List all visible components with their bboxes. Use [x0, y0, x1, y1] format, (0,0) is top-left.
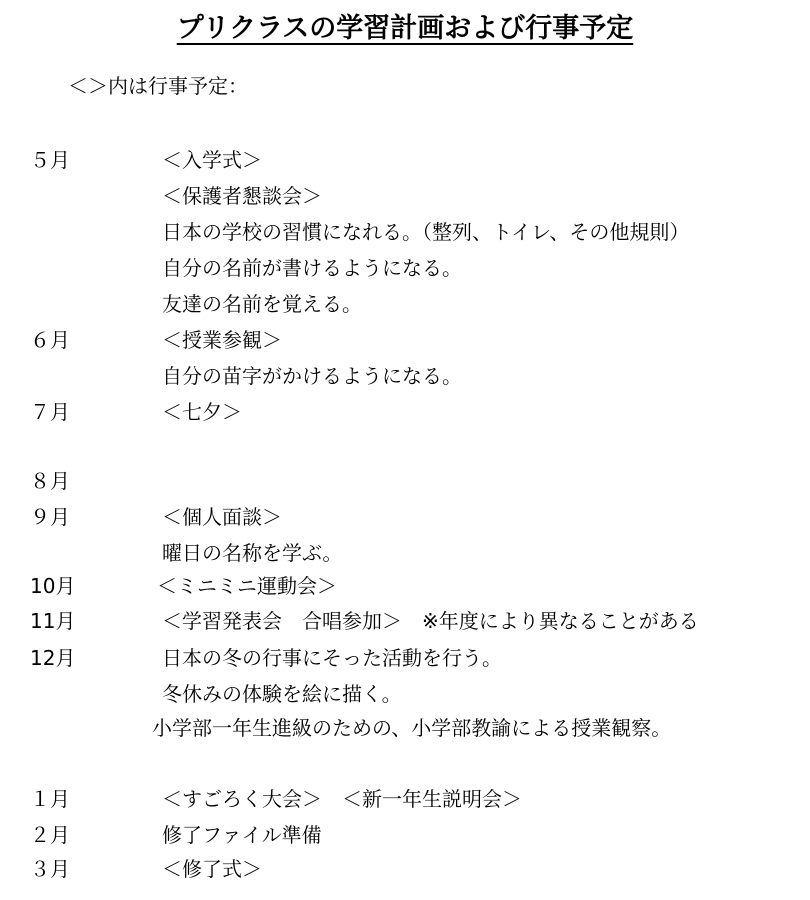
schedule-row — [0, 499, 810, 535]
row-text: 修了ファイル準備 — [162, 823, 322, 847]
row-text: 自分の苗字がかけるようになる。 — [162, 364, 462, 388]
row-text: ＜入学式＞ — [162, 148, 262, 172]
row-text: 友達の名前を覚える。 — [162, 292, 362, 316]
schedule-row — [0, 568, 810, 604]
document-title-text: プリクラスの学習計画および行事予定 — [176, 13, 634, 44]
row-text: 小学部一年生進級のための、小学部教諭による授業観察。 — [152, 716, 672, 740]
schedule-row — [0, 142, 810, 178]
row-text: ＜授業参観＞ — [162, 328, 282, 352]
schedule-row — [0, 394, 810, 430]
month-label: ５月 — [30, 148, 70, 172]
schedule-row — [0, 286, 810, 322]
schedule-row — [0, 817, 810, 853]
schedule-row — [0, 851, 810, 887]
schedule-row — [0, 535, 810, 571]
row-text: ＜七夕＞ — [162, 400, 242, 424]
schedule-row — [0, 676, 810, 712]
schedule-row — [0, 640, 810, 676]
schedule-row — [0, 322, 810, 358]
row-text: ＜学習発表会 合唱参加＞ ※年度により異なることがある — [162, 609, 699, 633]
month-label: 11月 — [30, 609, 76, 633]
month-label: ９月 — [30, 505, 70, 529]
month-label: 10月 — [30, 574, 76, 598]
month-label: ６月 — [30, 328, 70, 352]
schedule-row — [0, 710, 810, 746]
schedule-row — [0, 358, 810, 394]
schedule-row — [0, 463, 810, 499]
row-text: 冬休みの体験を絵に描く。 — [162, 682, 402, 706]
row-text: ＜すごろく大会＞ ＜新一年生説明会＞ — [162, 787, 522, 811]
row-text: ＜ミニミニ運動会＞ — [157, 574, 337, 598]
schedule-row — [0, 781, 810, 817]
schedule-row — [0, 178, 810, 214]
month-label: ２月 — [30, 823, 70, 847]
row-text: ＜修了式＞ — [162, 857, 262, 881]
document-title — [0, 10, 810, 48]
row-text: 日本の冬の行事にそった活動を行う。 — [162, 646, 502, 670]
row-text: 日本の学校の習慣になれる。（整列、トイレ、その他規則） — [162, 220, 690, 244]
month-label: ３月 — [30, 857, 70, 881]
row-text: 自分の名前が書けるようになる。 — [162, 256, 462, 280]
row-text: ＜保護者懇談会＞ — [162, 184, 322, 208]
month-label: ７月 — [30, 400, 70, 424]
schedule-row — [0, 214, 810, 250]
month-label: １月 — [30, 787, 70, 811]
row-text: ＜個人面談＞ — [162, 505, 282, 529]
row-text: 曜日の名称を学ぶ。 — [162, 541, 343, 565]
legend-note: ＜＞内は行事予定： — [68, 74, 248, 98]
schedule-row — [0, 603, 810, 639]
month-label: 12月 — [30, 646, 76, 670]
schedule-row — [0, 250, 810, 286]
month-label: ８月 — [30, 469, 70, 493]
